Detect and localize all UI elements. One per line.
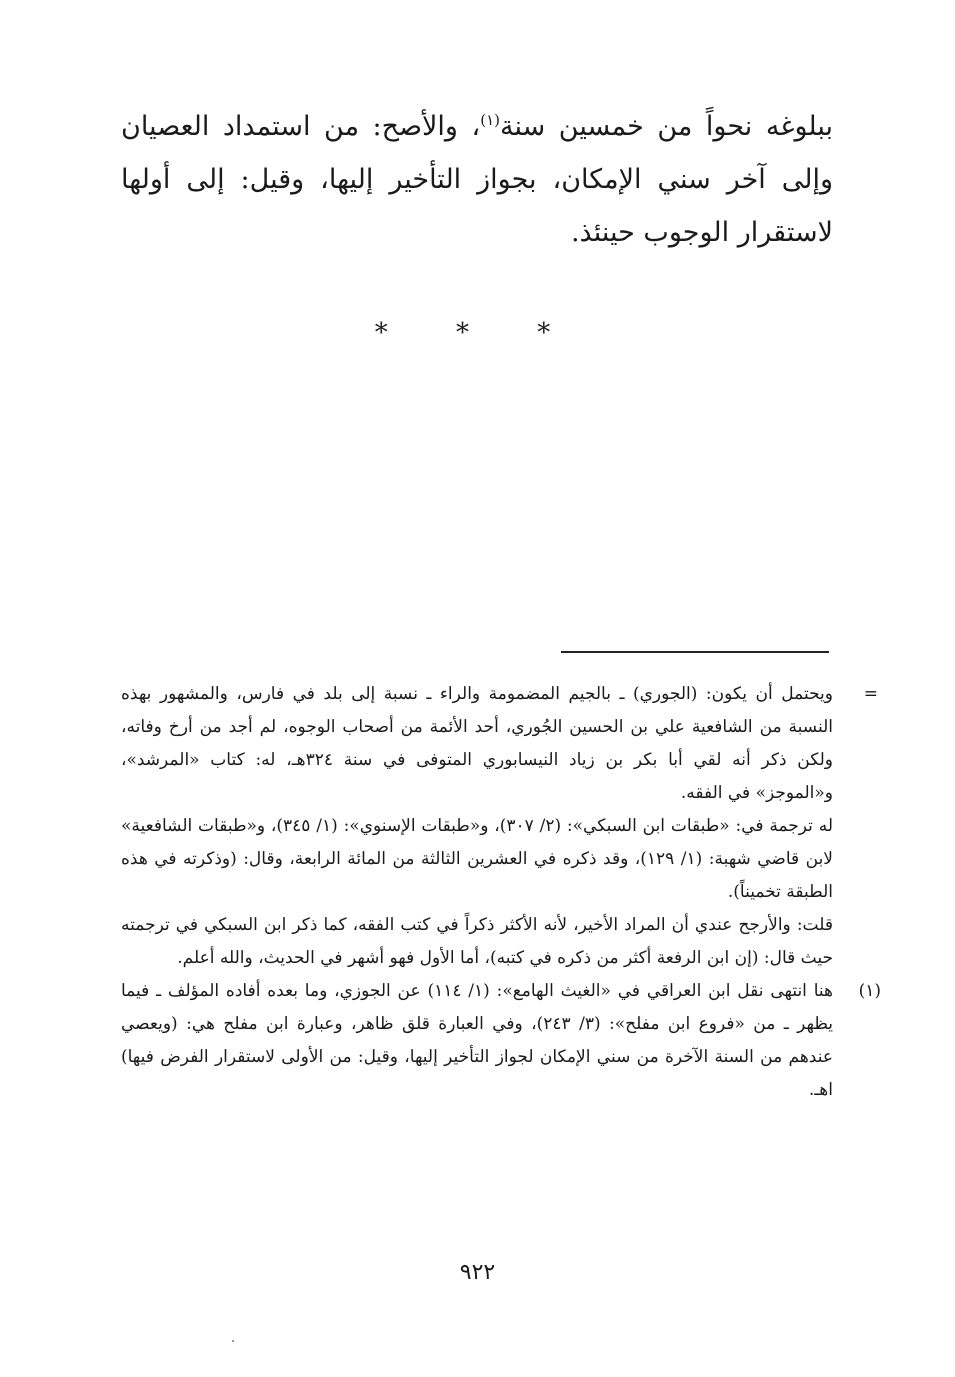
scan-speck <box>232 1340 234 1342</box>
footnote-opinion-paragraph: قلت: والأرجح عندي أن المراد الأخير، لأنه الأكثر ذكراً في كتب الفقه، كما ذكر ابن السبكي في ترجمته حيث قال: (إن ابن الرفعة أكثر من ذكره في كتبه)، أما الأول فهو أشهر في الحديث، والله أعلم. <box>121 915 833 968</box>
body-paragraph <box>121 100 833 259</box>
footnote-1-text: هنا انتهى نقل ابن العراقي في «الغيث الهامع»: (١/ ١١٤) عن الجوزي، وما بعده أفاده المؤلف ـ فيما يظهر ـ من «فروع ابن مفلح»: (٣/ ٢٤٣)، وفي العبارة قلق ظاهر، وعبارة ابن مفلح هي: (ويعصي عندهم من السنة الآخرة من سني الإمكان لجواز التأخير إليها، وقيل: من الأولى لاستقرار الفرض فيها) اهـ. <box>121 981 833 1100</box>
footnote-continuation-paragraph <box>121 678 878 810</box>
footnote-continuation-mark: = <box>863 684 878 704</box>
footnote-references-paragraph: له ترجمة في: «طبقات ابن السبكي»: (٢/ ٣٠٧)، و«طبقات الإسنوي»: (١/ ٣٤٥)، و«طبقات الشافعية» لابن قاضي شهبة: (١/ ١٢٩)، وقد ذكره في العشرين الثالثة من المائة الرابعة، وقال: (وذكرته في هذه الطبقة تخميناً). <box>121 816 834 902</box>
footnote-1-number: (١) <box>858 981 881 1001</box>
body-text-after-ref: ، والأصح: من استمداد العصيان وإلى آخر سني الإمكان، بجواز التأخير إليها، وقيل: إلى أولها لاستقرار الوجوب حينئذ. <box>121 111 833 248</box>
section-divider-stars: * * * <box>374 318 581 348</box>
footnote-separator-line <box>561 651 829 653</box>
main-text-block <box>121 100 833 259</box>
footnote-reference[interactable]: (١) <box>480 111 500 129</box>
page-number: ٩٢٢ <box>459 1260 496 1285</box>
footnote-continuation-text: ويحتمل أن يكون: (الجوري) ـ بالجيم المضمومة والراء ـ نسبة إلى بلد في فارس، والمشهور بهذه النسبة من الشافعية علي بن الحسين الجُوري، أحد الأئمة من أصحاب الوجوه، لم أجد من أرخ وفاته، ولكن ذكر أنه لقي أبا بكر بن زياد النيسابوري المتوفى في سنة ٣٢٤هـ، له: كتاب «المرشد»، و«الموجز» في الفقه. <box>121 684 833 803</box>
footnotes-block <box>121 678 881 1107</box>
footnote-1 <box>121 975 881 1107</box>
body-text-before-ref: ببلوغه نحواً من خمسين سنة <box>499 111 833 142</box>
